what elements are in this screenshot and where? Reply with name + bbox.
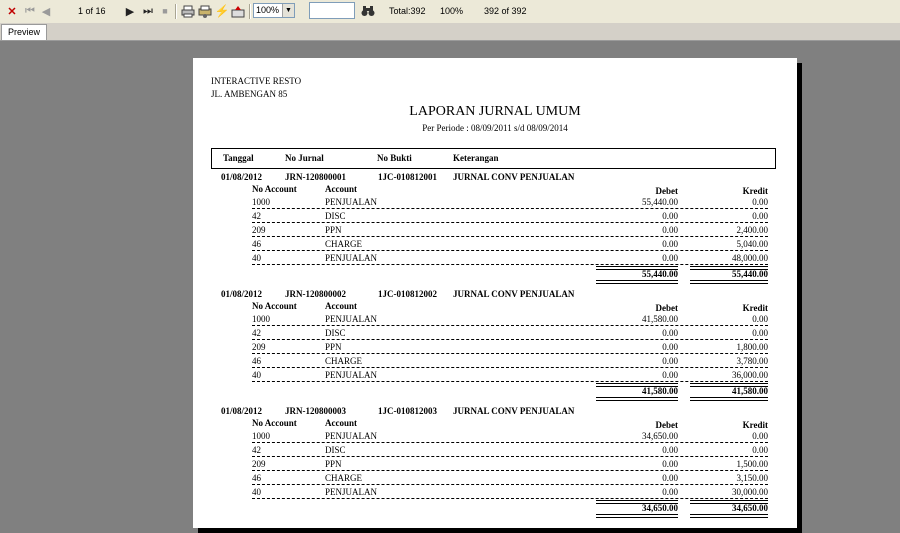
subheader-kredit: Kredit (742, 186, 768, 196)
company-name: INTERACTIVE RESTO (211, 76, 302, 86)
entry-keterangan: JURNAL CONV PENJUALAN (453, 406, 575, 416)
header-tanggal: Tanggal (223, 153, 254, 163)
subheader-kredit: Kredit (742, 420, 768, 430)
subheader-debet: Debet (655, 420, 678, 430)
progress-percent: 100% (440, 6, 464, 16)
row-separator (252, 353, 768, 354)
lightning-icon[interactable]: ⚡ (214, 4, 230, 18)
row-separator (252, 442, 768, 443)
line-kredit: 2,400.00 (736, 225, 768, 235)
row-separator (252, 264, 768, 265)
subheader-account: Account (325, 301, 357, 311)
line-no-account: 40 (252, 370, 261, 380)
line-debet: 0.00 (662, 328, 678, 338)
report-title: LAPORAN JURNAL UMUM (409, 104, 581, 119)
line-account: PENJUALAN (325, 253, 378, 263)
row-separator (252, 222, 768, 223)
row-separator (252, 325, 768, 326)
subheader-debet: Debet (655, 303, 678, 313)
line-kredit: 36,000.00 (732, 370, 768, 380)
total-kredit: 55,440.00 (732, 269, 768, 279)
line-account: DISC (325, 445, 346, 455)
previous-page-icon[interactable]: ◀ (41, 5, 51, 18)
line-account: PENJUALAN (325, 487, 378, 497)
row-separator (252, 498, 768, 499)
row-separator (252, 470, 768, 471)
row-separator (252, 236, 768, 237)
line-debet: 0.00 (662, 459, 678, 469)
subheader-kredit: Kredit (742, 303, 768, 313)
line-no-account: 42 (252, 445, 261, 455)
next-page-icon[interactable]: ▶ (125, 5, 135, 18)
line-kredit: 0.00 (752, 445, 768, 455)
line-debet: 0.00 (662, 239, 678, 249)
row-separator (252, 250, 768, 251)
entry-bukti: 1JC-010812002 (378, 289, 437, 299)
line-account: CHARGE (325, 356, 363, 366)
line-debet: 0.00 (662, 225, 678, 235)
line-debet: 0.00 (662, 370, 678, 380)
line-no-account: 1000 (252, 431, 270, 441)
subheader-no-account: No Account (252, 418, 297, 428)
stop-icon[interactable]: ■ (162, 6, 168, 16)
line-account: PENJUALAN (325, 314, 378, 324)
line-account: PENJUALAN (325, 370, 378, 380)
line-kredit: 5,040.00 (736, 239, 768, 249)
print-icon[interactable] (180, 3, 196, 19)
line-kredit: 3,780.00 (736, 356, 768, 366)
line-account: CHARGE (325, 239, 363, 249)
row-separator (252, 381, 768, 382)
subheader-account: Account (325, 418, 357, 428)
debet-total-underline (596, 397, 678, 401)
zoom-select[interactable] (253, 3, 295, 18)
print-setup-icon[interactable] (197, 3, 213, 19)
line-debet: 0.00 (662, 473, 678, 483)
total-kredit: 34,650.00 (732, 503, 768, 513)
row-separator (252, 208, 768, 209)
zoom-value: 100% (256, 5, 280, 15)
line-no-account: 40 (252, 487, 261, 497)
total-debet: 55,440.00 (642, 269, 678, 279)
line-no-account: 1000 (252, 197, 270, 207)
tab-bar (0, 23, 900, 41)
subheader-no-account: No Account (252, 301, 297, 311)
entry-date: 01/08/2012 (221, 172, 263, 182)
kredit-total-underline (690, 514, 768, 518)
separator (175, 4, 177, 19)
line-no-account: 46 (252, 473, 261, 483)
line-account: PENJUALAN (325, 197, 378, 207)
header-no-jurnal: No Jurnal (285, 153, 324, 163)
progress-count: 392 of 392 (484, 6, 527, 16)
separator (249, 4, 251, 19)
line-no-account: 46 (252, 356, 261, 366)
line-account: PENJUALAN (325, 431, 378, 441)
close-icon[interactable]: ✕ (7, 5, 17, 18)
line-kredit: 0.00 (752, 197, 768, 207)
export-icon[interactable] (230, 3, 246, 19)
line-debet: 41,580.00 (642, 314, 678, 324)
entry-jurnal: JRN-120800001 (285, 172, 346, 182)
entry-date: 01/08/2012 (221, 406, 263, 416)
header-no-bukti: No Bukti (377, 153, 412, 163)
entry-keterangan: JURNAL CONV PENJUALAN (453, 172, 575, 182)
line-account: PPN (325, 225, 342, 235)
total-kredit: 41,580.00 (732, 386, 768, 396)
first-page-icon[interactable]: ⏮ (25, 4, 35, 17)
line-kredit: 0.00 (752, 211, 768, 221)
line-debet: 0.00 (662, 356, 678, 366)
kredit-total-underline (690, 397, 768, 401)
line-debet: 0.00 (662, 211, 678, 221)
line-account: PPN (325, 342, 342, 352)
header-keterangan: Keterangan (453, 153, 499, 163)
debet-total-underline (596, 514, 678, 518)
line-debet: 0.00 (662, 342, 678, 352)
total-debet: 34,650.00 (642, 503, 678, 513)
line-kredit: 0.00 (752, 328, 768, 338)
line-kredit: 0.00 (752, 431, 768, 441)
line-kredit: 1,500.00 (736, 459, 768, 469)
subheader-debet: Debet (655, 186, 678, 196)
line-account: PPN (325, 459, 342, 469)
line-account: DISC (325, 328, 346, 338)
tab-preview[interactable]: Preview (1, 24, 47, 40)
debet-total-underline (596, 280, 678, 284)
page-indicator: 1 of 16 (78, 6, 106, 16)
binoculars-icon[interactable] (360, 3, 376, 19)
entry-jurnal: JRN-120800003 (285, 406, 346, 416)
line-kredit: 30,000.00 (732, 487, 768, 497)
line-debet: 55,440.00 (642, 197, 678, 207)
chevron-down-icon[interactable]: ▼ (282, 4, 294, 17)
kredit-total-underline (690, 280, 768, 284)
row-separator (252, 339, 768, 340)
last-page-icon[interactable]: ⏭ (143, 4, 153, 17)
line-debet: 0.00 (662, 487, 678, 497)
line-kredit: 1,800.00 (736, 342, 768, 352)
line-debet: 0.00 (662, 253, 678, 263)
line-account: CHARGE (325, 473, 363, 483)
line-kredit: 3,150.00 (736, 473, 768, 483)
row-separator (252, 456, 768, 457)
toolbar (0, 0, 900, 24)
entry-jurnal: JRN-120800002 (285, 289, 346, 299)
subheader-account: Account (325, 184, 357, 194)
subheader-no-account: No Account (252, 184, 297, 194)
total-debet: 41,580.00 (642, 386, 678, 396)
entry-bukti: 1JC-010812003 (378, 406, 437, 416)
line-no-account: 42 (252, 211, 261, 221)
company-address: JL. AMBENGAN 85 (211, 89, 288, 99)
line-kredit: 48,000.00 (732, 253, 768, 263)
line-debet: 0.00 (662, 445, 678, 455)
search-input[interactable] (309, 2, 355, 19)
report-page (193, 58, 797, 528)
line-no-account: 209 (252, 342, 266, 352)
line-debet: 34,650.00 (642, 431, 678, 441)
line-no-account: 209 (252, 459, 266, 469)
line-no-account: 1000 (252, 314, 270, 324)
line-no-account: 209 (252, 225, 266, 235)
line-no-account: 40 (252, 253, 261, 263)
entry-bukti: 1JC-010812001 (378, 172, 437, 182)
entry-keterangan: JURNAL CONV PENJUALAN (453, 289, 575, 299)
row-separator (252, 367, 768, 368)
line-kredit: 0.00 (752, 314, 768, 324)
report-period: Per Periode : 08/09/2011 s/d 08/09/2014 (422, 123, 568, 133)
line-account: DISC (325, 211, 346, 221)
total-records: Total:392 (389, 6, 426, 16)
entry-date: 01/08/2012 (221, 289, 263, 299)
row-separator (252, 484, 768, 485)
line-no-account: 46 (252, 239, 261, 249)
line-no-account: 42 (252, 328, 261, 338)
